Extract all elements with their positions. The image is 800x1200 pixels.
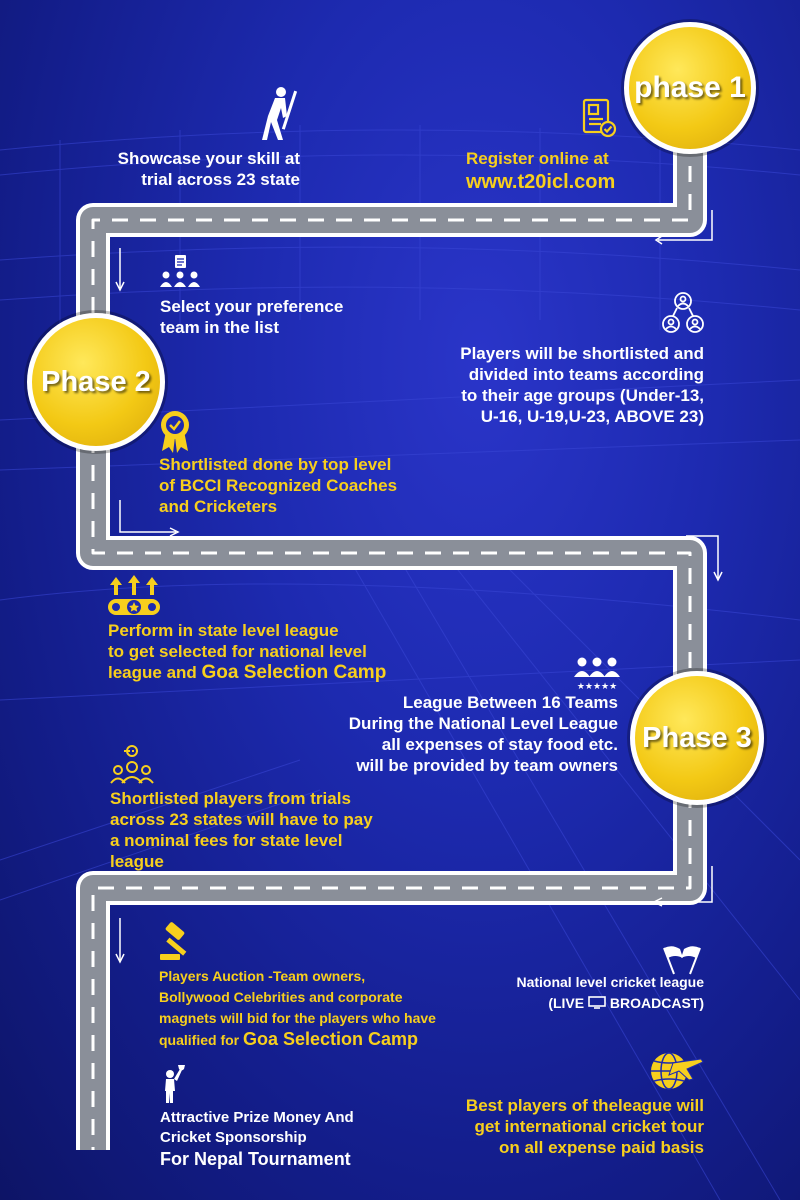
register-url: www.t20icl.com bbox=[466, 171, 616, 193]
auction-line-1: Players Auction -Team owners, bbox=[159, 968, 366, 984]
tour-line-2: get international cricket tour bbox=[474, 1117, 704, 1136]
national-league-text bbox=[470, 972, 704, 1014]
prize-text bbox=[160, 1108, 420, 1171]
players-group-icon bbox=[110, 743, 154, 785]
trial-text bbox=[80, 148, 300, 190]
trial-line-2: trial across 23 state bbox=[141, 170, 300, 189]
state-line-3 bbox=[108, 662, 428, 683]
state-league-text bbox=[108, 620, 428, 683]
coaches-line-1: Shortlisted done by top level bbox=[159, 455, 392, 474]
promotion-icon bbox=[106, 573, 162, 617]
globe-plane-icon bbox=[643, 1049, 705, 1091]
national-line-2 bbox=[470, 993, 704, 1014]
fees-line-3: a nominal fees for state level bbox=[110, 831, 343, 850]
league-line-4: will be provided by team owners bbox=[356, 756, 618, 775]
register-line-1: Register online at bbox=[466, 149, 609, 168]
tour-text bbox=[430, 1095, 704, 1158]
select-line-1: Select your preference bbox=[160, 297, 344, 316]
shortlist-age-text bbox=[400, 343, 704, 427]
state-line-2: to get selected for national level bbox=[108, 642, 367, 661]
phase-2-badge: Phase 2 bbox=[27, 313, 165, 451]
tour-line-3: on all expense paid basis bbox=[498, 1138, 704, 1157]
shortlist-line-1: Players will be shortlisted and bbox=[460, 344, 704, 363]
auction-line-3: magnets will bid for the players who have bbox=[159, 1010, 436, 1026]
league-teams-text bbox=[318, 692, 618, 776]
auction-line-2: Bollywood Celebrities and corporate bbox=[159, 989, 403, 1005]
auction-line-4-text: qualified for bbox=[159, 1032, 243, 1048]
shortlist-line-4: U-16, U-19,U-23, ABOVE 23) bbox=[480, 407, 704, 426]
team-select-icon bbox=[158, 253, 202, 289]
league-line-2: During the National Level League bbox=[348, 714, 618, 733]
select-team-text bbox=[160, 296, 400, 338]
trial-line-1: Showcase your skill at bbox=[117, 149, 300, 168]
league-line-1: League Between 16 Teams bbox=[402, 693, 618, 712]
prize-line-1: Attractive Prize Money And bbox=[160, 1109, 354, 1126]
auction-text bbox=[159, 966, 489, 1051]
state-line-1: Perform in state level league bbox=[108, 621, 339, 640]
phase-1-badge: phase 1 bbox=[624, 22, 756, 154]
shortlist-line-2: divided into teams according bbox=[468, 365, 704, 384]
fees-line-4: league bbox=[110, 852, 164, 871]
register-text bbox=[466, 148, 686, 195]
fees-line-2: across 23 states will have to pay bbox=[110, 810, 373, 829]
national-live: (LIVE bbox=[548, 995, 588, 1011]
state-goa-camp: Goa Selection Camp bbox=[201, 662, 387, 683]
trophy-player-icon bbox=[158, 1065, 186, 1105]
prize-line-3: For Nepal Tournament bbox=[160, 1149, 351, 1169]
coaches-text bbox=[159, 454, 439, 517]
national-broadcast: BROADCAST) bbox=[606, 995, 704, 1011]
register-form-icon bbox=[581, 97, 617, 139]
svg-text:★★★★★: ★★★★★ bbox=[576, 682, 618, 691]
select-line-2: team in the list bbox=[160, 318, 280, 337]
state-line-3-text: league and bbox=[108, 663, 202, 682]
tour-line-1: Best players of theleague will bbox=[465, 1096, 704, 1115]
national-line-1: National level cricket league bbox=[516, 974, 704, 990]
shortlist-line-3: to their age groups (Under-13, bbox=[461, 386, 704, 405]
fees-line-1: Shortlisted players from trials bbox=[110, 789, 351, 808]
tv-icon bbox=[588, 996, 606, 1009]
teams-stars-icon bbox=[573, 655, 621, 691]
league-line-3: all expenses of stay food etc. bbox=[381, 735, 618, 754]
coaches-line-3: and Cricketers bbox=[159, 497, 278, 516]
group-icon bbox=[660, 291, 706, 335]
coaches-line-2: of BCCI Recognized Coaches bbox=[159, 476, 398, 495]
phase-3-badge: Phase 3 bbox=[630, 671, 764, 805]
prize-line-2: Cricket Sponsorship bbox=[160, 1129, 307, 1146]
auction-line-4 bbox=[159, 1029, 489, 1051]
badge-icon bbox=[158, 409, 192, 453]
auction-goa-camp: Goa Selection Camp bbox=[243, 1029, 419, 1049]
gavel-icon bbox=[158, 922, 198, 962]
fees-text bbox=[110, 788, 410, 872]
cricketer-icon bbox=[255, 86, 299, 142]
